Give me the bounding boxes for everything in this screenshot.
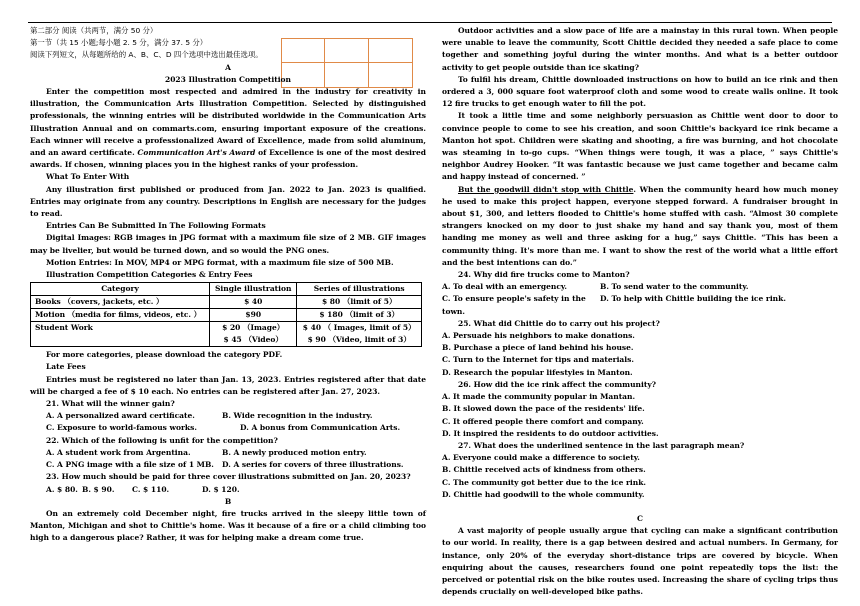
passage-a-p5: For more categories, please download the category PDF. xyxy=(46,350,283,360)
top-rule xyxy=(28,22,832,23)
th-single: Single illustration xyxy=(210,283,297,296)
passage-a-p4: Motion Entries: In MOV, MP4 or MPG format, with a maximum file size of 500 MB. xyxy=(46,257,394,267)
passage-b-p5: But the goodwill didn't stop with Chittle. When the community heard how much money he used to make this project happen, everyone stepped forward. A fundraiser brought in about $1, 300, and letters flooded to Chittle's home stuffed with cash. “Almost 30 complete strangers knocked on my door to just shake my hand and say thank you, most of them handing me money as well and three asking for a hug,” says Chittle. “This has been a community thing. It's more than me. I want to show the rest of the world what a little effort and the best intentions can do.” xyxy=(442,184,838,267)
q26-option-a[interactable]: A. It made the community popular in Mantan. xyxy=(442,392,636,402)
q23-option-a[interactable]: A. $ 80. xyxy=(46,484,78,494)
q21-option-d[interactable]: D. A bonus from Communication Arts. xyxy=(240,423,401,433)
table-row: Motion （media for films, videos, etc. ） $90 $ 180 （limit of 3） xyxy=(31,309,422,322)
q22-option-d[interactable]: D. A series for covers of three illustrations. xyxy=(222,460,404,470)
heading-formats: Entries Can Be Submitted In The Following Formats xyxy=(46,221,266,231)
q27-option-d[interactable]: D. Chittle had goodwill to the whole community. xyxy=(442,489,645,499)
passage-b-p4: It took a little time and some neighborly persuasion as Chittle went door to door to convince people to come to see his creation, and soon Chittle's backyard ice rink became a Manton hot spot. Children were skating and shooting, a fire was burning, and hot chocolate was steaming in to-go cups. “When things were tough, it was a place, ” says Chittle's neighbor Audrey Hooker. “It was fantastic because we just came together and became calm and happy instead of concerned. ” xyxy=(442,111,838,182)
passage-a-title: 2023 Illustration Competition xyxy=(164,74,292,84)
passage-a-p1: Enter the competition most respected and admired in the industry for creativity in illustration, the Communication Arts Illustration Competition. Selected by distinguished professionals, the winning entries will be distributed worldwide in the Communication Arts Illustration Annual and on commarts.com, ensuring important exposure of the creations. Each winner will receive a professionalized Award of Excellence, made from solid aluminum, and an award certificate. Communication Art's Award of Excellence is one of the most desired awards. If chosen, winning places you in the highest ranks of your profession. xyxy=(30,87,426,170)
question-21: 21. What will the winner gain? xyxy=(46,399,175,409)
q24-option-d[interactable]: D. To help with Chittle building the ice rink. xyxy=(600,294,786,304)
q21-option-b[interactable]: B. Wide recognition in the industry. xyxy=(222,411,373,421)
table-row: Books （covers, jackets, etc. ） $ 40 $ 80 （limit of 5） xyxy=(31,296,422,309)
passage-c-letter: C xyxy=(637,513,643,523)
question-22: 22. Which of the following is unfit for the competition? xyxy=(46,435,278,445)
q26-option-d[interactable]: D. It inspired the residents to do outdoor activities. xyxy=(442,428,659,438)
question-24: 24. Why did fire trucks come to Manton? xyxy=(458,270,630,280)
q21-option-c[interactable]: C. Exposure to world-famous works. xyxy=(46,423,197,433)
question-27: 27. What does the underlined sentence in the last paragraph mean? xyxy=(458,440,745,450)
q24-option-b[interactable]: B. To send water to the community. xyxy=(600,282,749,292)
heading-what-to-enter: What To Enter With xyxy=(46,172,130,182)
q24-option-a[interactable]: A. To deal with an emergency. xyxy=(442,282,568,292)
q25-option-a[interactable]: A. Persuade his neighbors to make donations. xyxy=(442,331,635,341)
q25-option-b[interactable]: B. Purchase a piece of land behind his house. xyxy=(442,343,634,353)
q22-option-c[interactable]: C. A PNG image with a file size of 1 MB. xyxy=(46,460,214,470)
q23-option-d[interactable]: D. $ 120. xyxy=(202,484,240,494)
passage-a-p2: Any illustration first published or produced from Jan. 2022 to Jan. 2023 is qualified. Entries may originate from any country. Descriptions in English are necessary for the judges to read. xyxy=(30,184,426,219)
question-23: 23. How much should be paid for three cover illustrations submitted on Jan. 20, 2023? xyxy=(46,472,411,482)
q22-option-b[interactable]: B. A newly produced motion entry. xyxy=(222,447,367,457)
passage-b-p2: Outdoor activities and a slow pace of life are a mainstay in this rural town. When people were unable to leave the community, Scott Chittle decided they needed a safe place to come together and something joyful during the winter months. And what is a better outdoor activity to get people outside than ice skating? xyxy=(442,26,838,72)
q23-option-c[interactable]: C. $ 110. xyxy=(132,484,170,494)
table-row: Student Work $ 20 （Image） $ 45 （Video） $ 40 （ Images, limit of 5） $ 90 （Video, limit of 3） xyxy=(31,322,422,347)
fees-table xyxy=(30,282,422,347)
question-25: 25. What did Chittle do to carry out his project? xyxy=(458,318,660,328)
right-column xyxy=(442,25,838,598)
part-heading: 第二部分 阅读（共两节，满分 50 分） xyxy=(30,26,158,35)
passage-b-letter: B xyxy=(224,496,232,506)
q26-option-b[interactable]: B. It slowed down the pace of the residents' life. xyxy=(442,404,645,414)
q22-option-a[interactable]: A. A student work from Argentina. xyxy=(46,447,191,457)
passage-a-p3: Digital Images: RGB images in JPG format with a maximum file size of 2 MB. GIF images may be livelier, but would be turned down, and so would the PNG ones. xyxy=(30,233,426,255)
q27-option-c[interactable]: C. The community got better due to the ice rink. xyxy=(442,477,647,487)
th-series: Series of illustrations xyxy=(297,283,422,296)
q27-option-b[interactable]: B. Chittle received acts of kindness from others. xyxy=(442,465,646,475)
underlined-sentence: But the goodwill didn't stop with Chittle xyxy=(458,184,634,194)
q25-option-d[interactable]: D. Research the popular lifestyles in Manton. xyxy=(442,367,633,377)
q27-option-a[interactable]: A. Everyone could make a difference to society. xyxy=(442,453,640,463)
section-heading: 第一节（共 15 小题;每小题 2. 5 分，满分 37. 5 分） xyxy=(30,38,208,48)
heading-table: Illustration Competition Categories & Entry Fees xyxy=(46,270,253,280)
passage-b-p3: To fulfil his dream, Chittle downloaded instructions on how to build an ice rink and then ordered a 3, 000 square foot waterproof cloth and some wood to create walls online. It took 12 fire trucks to get enough water to fill the pot. xyxy=(442,74,838,109)
passage-c-p1: A vast majority of people usually argue that cycling can make a significant contribution to our world. In reality, there is a gap between desired and actual numbers. In Germany, for instance, only 20% of the everyday short-distance trips are covered by bicycle. When enquiring about the causes, researchers found one point repeatedly tops the list: the perceived or potential risk on the bike routes used. Increasing the share of cycling trips thus depends crucially on well-developed bike paths. xyxy=(442,526,838,597)
th-category: Category xyxy=(31,283,210,296)
passage-a-letter: A xyxy=(225,62,231,72)
q26-option-c[interactable]: C. It offered people there comfort and company. xyxy=(442,416,644,426)
q25-option-c[interactable]: C. Turn to the Internet for tips and materials. xyxy=(442,355,634,365)
q21-option-a[interactable]: A. A personalized award certificate. xyxy=(46,411,195,421)
left-column xyxy=(30,25,426,545)
q24-option-c[interactable]: C. To ensure people's safety in the town. xyxy=(442,294,586,316)
passage-a-p6: Entries must be registered no later than Jan. 13, 2023. Entries registered after that date will be charged a fee of $ 10 each. No entries can be registered after Jan. 27, 2023. xyxy=(30,374,426,396)
q23-option-b[interactable]: B. $ 90. xyxy=(82,484,115,494)
question-26: 26. How did the ice rink affect the community? xyxy=(458,379,657,389)
instruction: 阅读下列短文，从每题所给的 A、B、C、D 四个选项中选出最佳选项。 xyxy=(30,50,263,60)
heading-late-fees: Late Fees xyxy=(46,362,86,372)
passage-b-p1: On an extremely cold December night, fire trucks arrived in the sleepy little town of Manton, Michigan and shot to Chittle's home. Was it because of a fire or a child climbing too high to a dangerous place? Rather, it was for helping make a dream come true. xyxy=(30,508,426,543)
